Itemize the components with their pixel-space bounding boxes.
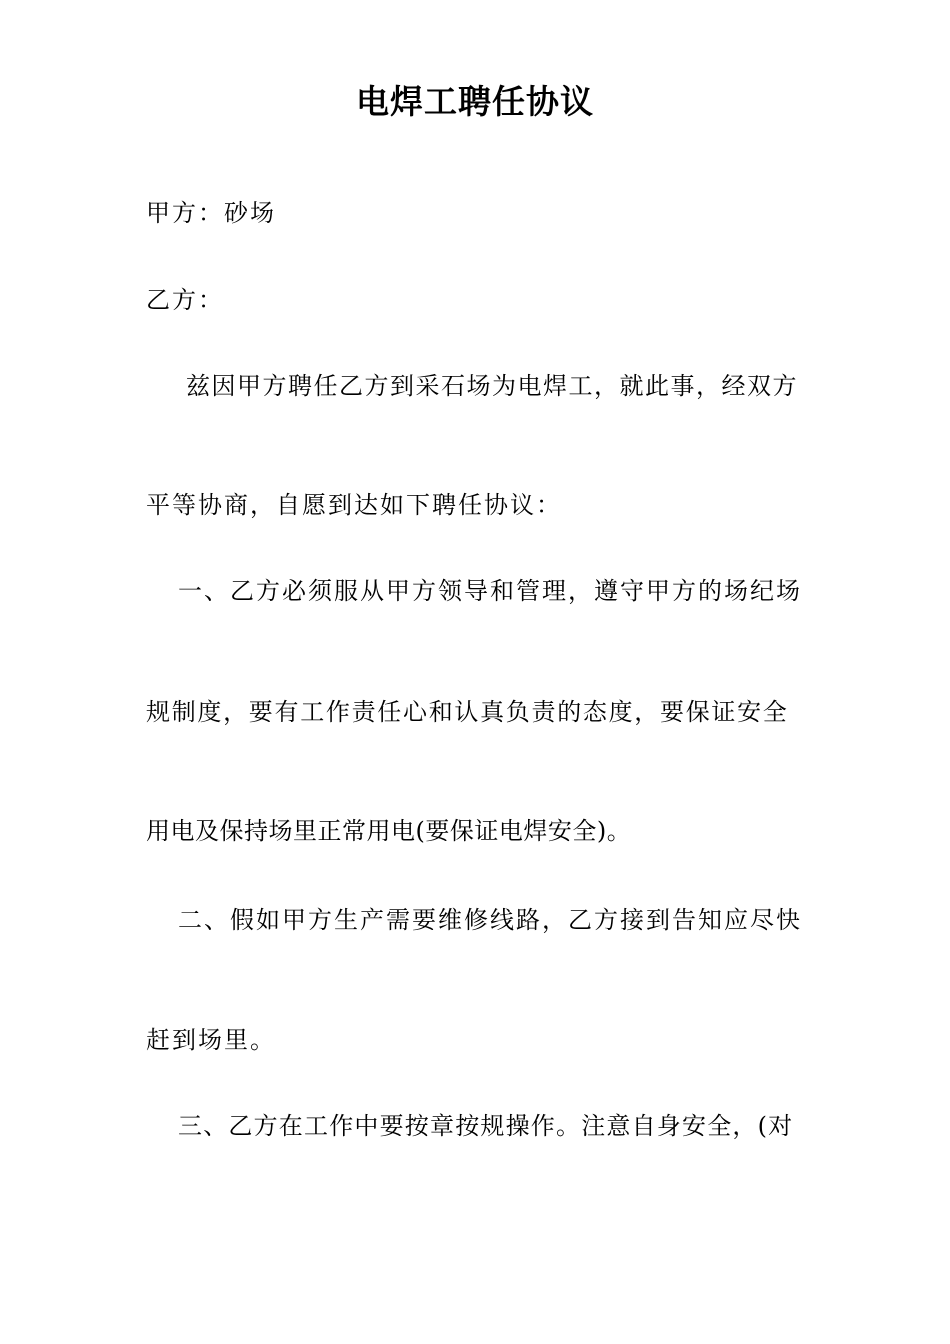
clause-line: 三、乙方在工作中要按章按规操作。注意自身安全，(对 — [178, 1112, 794, 1140]
party-a-line: 甲方：砂场 — [146, 199, 276, 227]
clause-line: 一、乙方必须服从甲方领导和管理，遵守甲方的场纪场 — [178, 577, 802, 605]
body-line: 兹因甲方聘任乙方到采石场为电焊工，就此事，经双方 — [186, 372, 798, 400]
document-title: 电焊工聘任协议 — [356, 82, 594, 121]
body-line: 平等协商，自愿到达如下聘任协议： — [146, 491, 562, 519]
body-line: 赶到场里。 — [146, 1026, 276, 1054]
body-line: 规制度，要有工作责任心和认真负责的态度，要保证安全 — [146, 698, 789, 726]
party-b-line: 乙方： — [146, 286, 224, 314]
body-line: 用电及保持场里正常用电(要保证电焊安全)。 — [146, 817, 632, 845]
clause-line: 二、假如甲方生产需要维修线路，乙方接到告知应尽快 — [178, 906, 802, 934]
